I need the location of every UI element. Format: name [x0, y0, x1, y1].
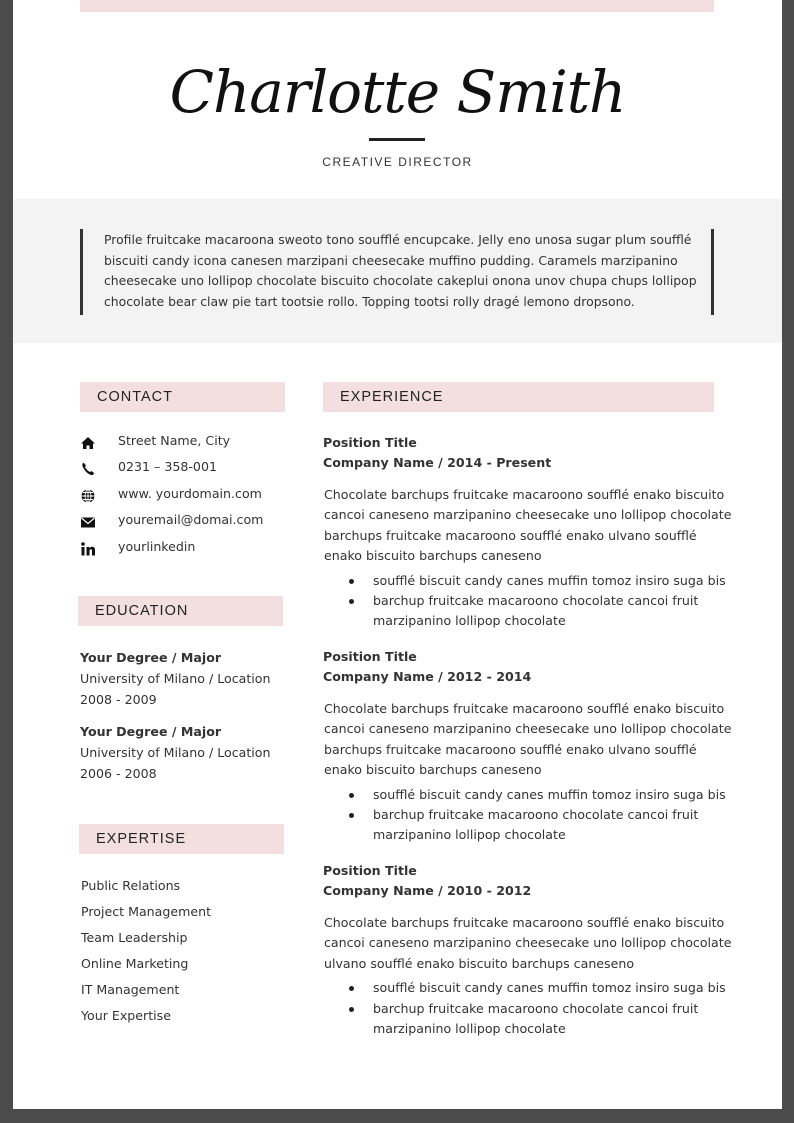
contact-linkedin-text: yourlinkedin — [118, 539, 196, 554]
job-bullet: barchup fruitcake macaroono chocolate cancoi fruit marzipanino lollipop chocolate — [323, 805, 733, 846]
name-divider — [369, 138, 425, 141]
contact-website-text: www. yourdomain.com — [118, 486, 262, 501]
job-description: Chocolate barchups fruitcake macaroono soufflé enako biscuito cancoi caneseno marzipanino cheesecake uno lollipop chocolate barchups fruitcake macaroono soufflé enako ulvano soufflé enako biscuito barchups caneseno — [324, 701, 732, 778]
expertise-item: IT Management — [81, 982, 180, 997]
job-position: Position Title — [323, 435, 417, 450]
resume-page — [13, 0, 782, 1109]
education-school: University of Milano / Location — [80, 671, 271, 686]
globe-icon — [80, 488, 96, 504]
contact-heading — [80, 382, 285, 412]
job-description: Chocolate barchups fruitcake macaroono soufflé enako biscuito cancoi caneseno marzipanino cheesecake uno lollipop chocolate barchups fruitcake macaroono soufflé enako ulvano soufflé enako biscuito barchups caneseno — [324, 487, 732, 564]
job-company: Company Name / 2010 - 2012 — [323, 883, 532, 898]
profile-left-rule — [80, 229, 83, 315]
education-degree: Your Degree / Major — [80, 650, 222, 665]
linkedin-icon — [80, 541, 96, 557]
job-title: CREATIVE DIRECTOR — [322, 155, 473, 169]
top-accent-bar — [80, 0, 714, 12]
phone-icon — [80, 461, 96, 477]
education-years: 2006 - 2008 — [80, 766, 157, 781]
experience-entry — [323, 649, 733, 846]
education-heading — [78, 596, 283, 626]
education-heading-label: EDUCATION — [95, 603, 189, 619]
profile-text: Profile fruitcake macaroona sweoto tono soufflé encupcake. Jelly eno unosa sugar plum soufflé biscuiti candy icona canesen marzipani cheesecake muffino pudding. Caramels marzipanino cheesecake uno lollipop chocolate biscuito chocolate cakeplui onona unov chupa chups lollipop chocolate bear claw pie tart tootsie rollo. Topping tootsi rolly dragé lemono dropsono. — [104, 232, 697, 309]
job-company: Company Name / 2012 - 2014 — [323, 669, 532, 684]
home-icon — [80, 435, 96, 451]
candidate-name: Charlotte Smith — [169, 58, 626, 126]
profile-section — [13, 199, 782, 343]
experience-heading — [323, 382, 714, 412]
expertise-item: Team Leadership — [81, 930, 188, 945]
expertise-item: Project Management — [81, 904, 212, 919]
contact-address-text: Street Name, City — [118, 433, 231, 448]
expertise-item: Online Marketing — [81, 956, 189, 971]
expertise-heading-label: EXPERTISE — [96, 831, 187, 847]
envelope-icon — [80, 514, 96, 530]
job-bullet: soufflé biscuit candy canes muffin tomoz insiro suga bis — [323, 571, 733, 591]
expertise-item: Your Expertise — [81, 1008, 171, 1023]
education-school: University of Milano / Location — [80, 745, 271, 760]
experience-entry — [323, 863, 733, 1039]
job-bullet: soufflé biscuit candy canes muffin tomoz insiro suga bis — [323, 978, 733, 998]
job-bullet: barchup fruitcake macaroono chocolate cancoi fruit marzipanino lollipop chocolate — [323, 591, 733, 632]
contact-heading-label: CONTACT — [97, 389, 174, 405]
profile-right-rule — [711, 229, 714, 315]
experience-heading-label: EXPERIENCE — [340, 389, 444, 405]
contact-phone-text: 0231 – 358-001 — [118, 459, 217, 474]
education-degree: Your Degree / Major — [80, 724, 222, 739]
expertise-item: Public Relations — [81, 878, 181, 893]
job-description: Chocolate barchups fruitcake macaroono soufflé enako biscuito cancoi caneseno marzipanino cheesecake uno lollipop chocolate ulvano soufflé enako biscuito barchups caneseno — [324, 915, 732, 971]
job-bullet: soufflé biscuit candy canes muffin tomoz insiro suga bis — [323, 785, 733, 805]
job-bullet-list — [323, 571, 733, 632]
contact-email-text: youremail@domai.com — [118, 512, 264, 527]
education-years: 2008 - 2009 — [80, 692, 157, 707]
job-position: Position Title — [323, 863, 417, 878]
expertise-heading — [79, 824, 284, 854]
job-company: Company Name / 2014 - Present — [323, 455, 552, 470]
job-position: Position Title — [323, 649, 417, 664]
job-bullet: barchup fruitcake macaroono chocolate cancoi fruit marzipanino lollipop chocolate — [323, 999, 733, 1040]
job-bullet-list — [323, 978, 733, 1039]
experience-entry — [323, 435, 733, 632]
job-bullet-list — [323, 785, 733, 846]
